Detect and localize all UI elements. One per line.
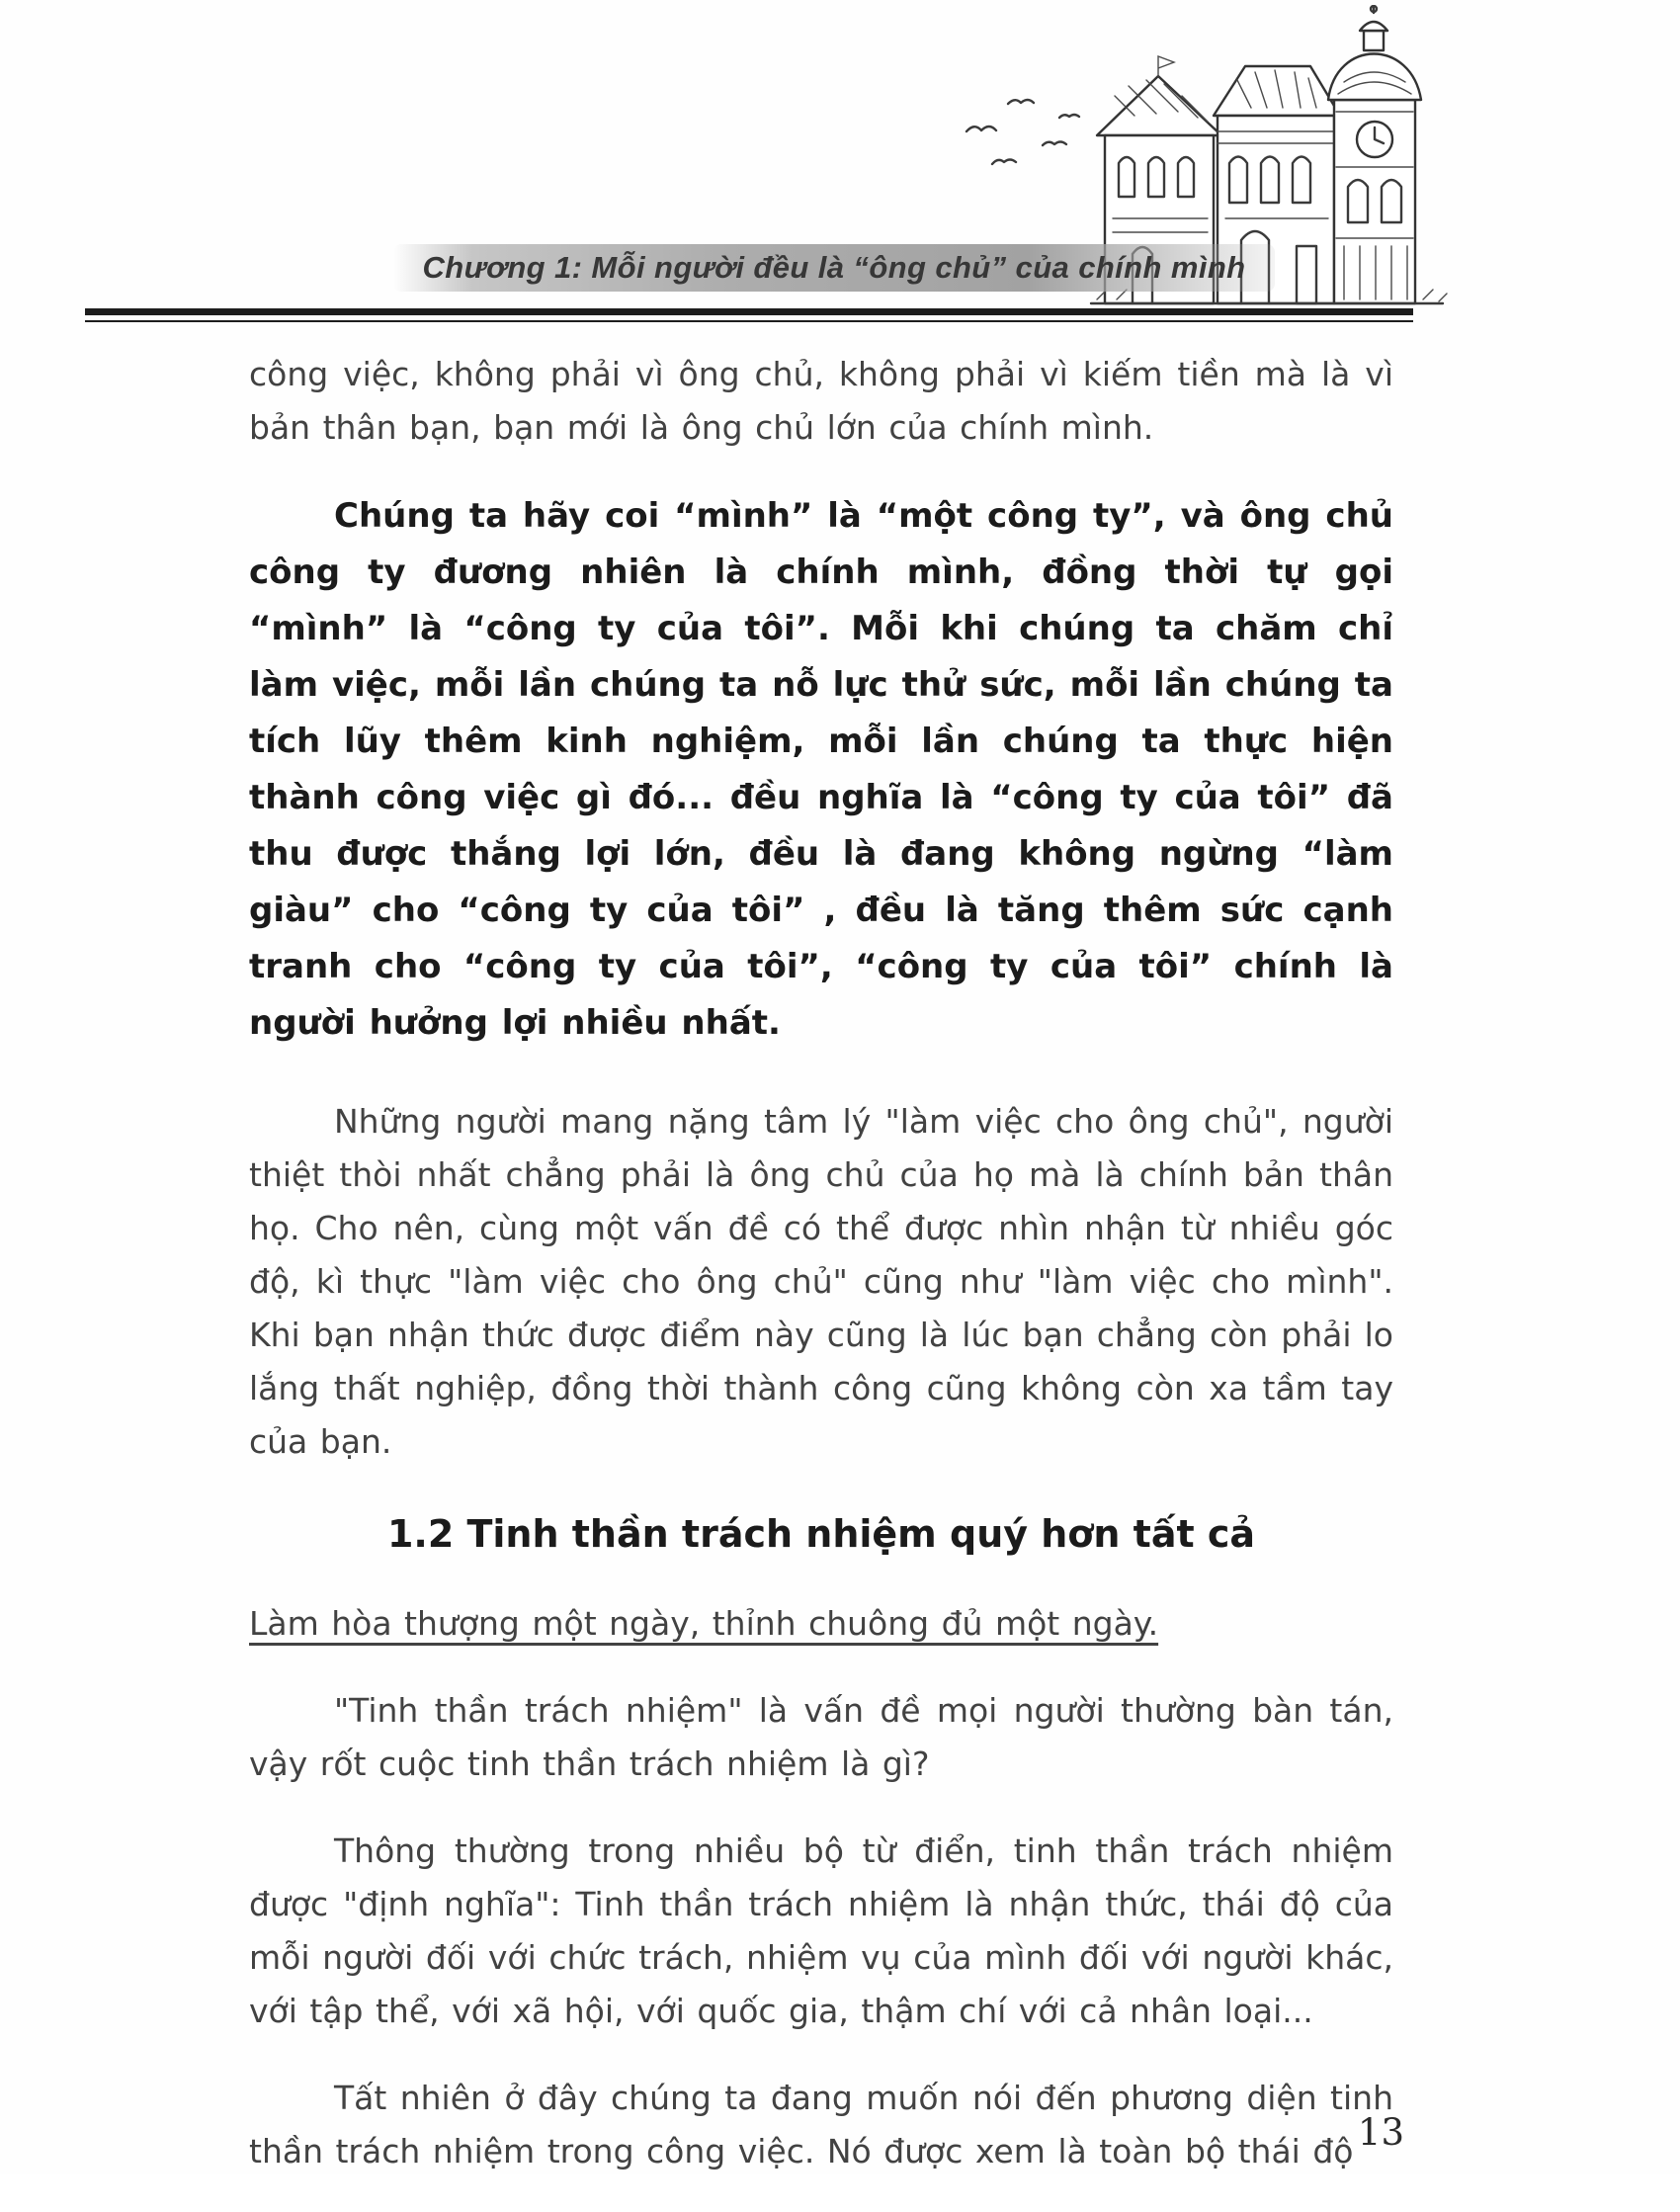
paragraph-3: Những người mang nặng tâm lý "làm việc cho ông chủ", người thiệt thòi nhất chẳng phải là ông chủ của họ mà là chính bản thân họ. Cho nên, cùng một vấn đề có thể được nhìn nhận từ nhiều góc độ, kì thực "làm việc cho ông chủ" cũng như "làm việc cho mình". Khi bạn nhận thức được điểm này cũng là lúc bạn chẳng còn phải lo lắng thất nghiệp, đồng thời thành công cũng không còn xa tầm tay của bạn. (249, 1102, 1393, 1461)
proverb-line: Làm hòa thượng một ngày, thỉnh chuông đủ một ngày. (249, 1604, 1159, 1643)
chapter-header-banner (393, 244, 1275, 292)
chapter-title: Chương 1: Mỗi người đều là “ông chủ” của chính mình (422, 250, 1246, 285)
body-text (249, 348, 1393, 2212)
paragraph-6: Tất nhiên ở đây chúng ta đang muốn nói đến phương diện tinh thần trách nhiệm trong công việc. Nó được xem là toàn bộ thái độ (249, 2079, 1393, 2170)
paragraph-2: Chúng ta hãy coi “mình” là “một công ty”, và ông chủ công ty đương nhiên là chính mình, đồng thời tự gọi “mình” là “công ty của tôi”. Mỗi khi chúng ta chăm chỉ làm việc, mỗi lần chúng ta nỗ lực thử sức, mỗi lần chúng ta tích lũy thêm kinh nghiệm, mỗi lần chúng ta thực hiện thành công việc gì đó... đều nghĩa là “công ty của tôi” đã thu được thắng lợi lớn, đều là đang không ngừng “làm giàu” cho “công ty của tôi” , đều là tăng thêm sức cạnh tranh cho “công ty của tôi”, “công ty của tôi” chính là người hưởng lợi nhiều nhất. (249, 496, 1393, 1043)
section-heading: 1.2 Tinh thần trách nhiệm quý hơn tất cả (386, 1512, 1256, 1556)
paragraph-1: công việc, không phải vì ông chủ, không phải vì kiếm tiền mà là vì bản thân bạn, bạn mới là ông chủ lớn của chính mình. (249, 355, 1393, 447)
header-divider (85, 308, 1413, 322)
page-number: 13 (1357, 2111, 1404, 2154)
paragraph-4: "Tinh thần trách nhiệm" là vấn đề mọi người thường bàn tán, vậy rốt cuộc tinh thần trách nhiệm là gì? (249, 1691, 1393, 1783)
paragraph-5: Thông thường trong nhiều bộ từ điển, tinh thần trách nhiệm được "định nghĩa": Tinh thần trách nhiệm là nhận thức, thái độ của mỗi người đối với chức trách, nhiệm vụ của mình đối với người khác, với tập thể, với xã hội, với quốc gia, thậm chí với cả nhân loại... (249, 1831, 1393, 2030)
birds-icon (966, 100, 1079, 164)
